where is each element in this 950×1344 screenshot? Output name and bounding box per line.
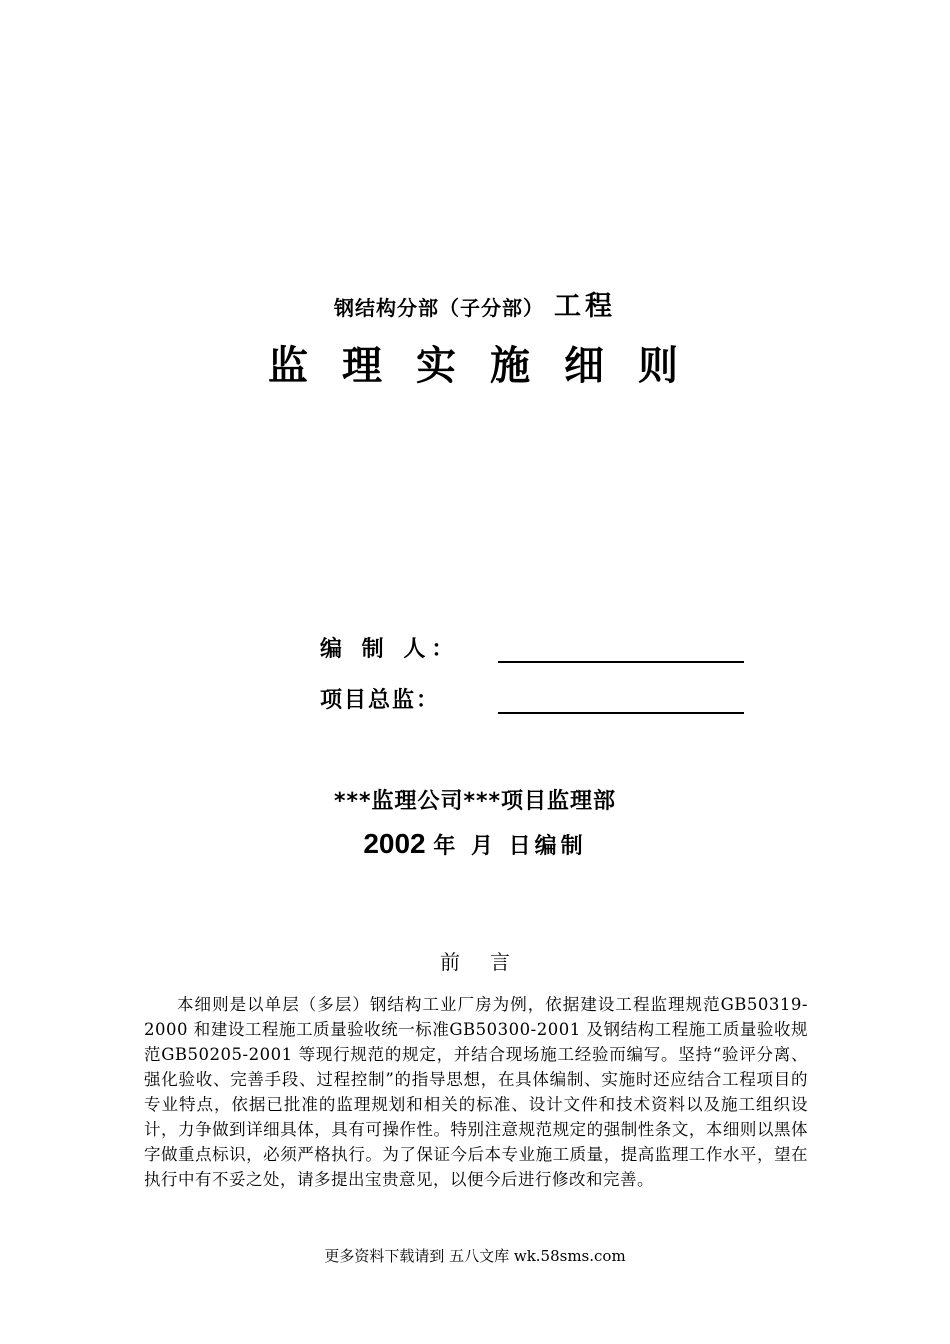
- document-subtitle: [0, 284, 950, 323]
- compiler-signature-line[interactable]: [498, 635, 744, 663]
- subtitle-text: 钢结构分部（子分部）: [334, 296, 544, 320]
- preface-body: 本细则是以单层（多层）钢结构工业厂房为例，依据建设工程监理规范GB50319-2000 和建设工程施工质量验收统一标准GB50300-2001 及钢结构工程施工质量验收规范GB50205-2001 等现行规范的规定，并结合现场施工经验而编写。坚持“验评分离、强化验收、完善手段、过程控制”的指导思想，在具体编制、实施时还应结合工程项目的专业特点，依据已批准的监理规划和相关的标准、设计文件和技术资料以及施工组织设计，力争做到详细具体，具有可操作性。特别注意规范规定的强制性条文，本细则以黑体字做重点标识，必须严格执行。为了保证今后本专业施工质量，提高监理工作水平，望在执行中有不妥之处，请多提出宝贵意见，以便今后进行修改和完善。: [144, 995, 808, 1189]
- compiler-row: [320, 632, 744, 663]
- footer-link[interactable]: 更多资料下载请到 五八文库 wk.58sms.com: [324, 1247, 626, 1265]
- subtitle-engineering: 工程: [554, 291, 616, 322]
- date-year: 2002: [363, 828, 426, 859]
- chief-supervisor-label: 项目总监：: [320, 688, 441, 713]
- date-rest: 年 月 日编制: [433, 834, 587, 859]
- chief-supervisor-signature-line[interactable]: [498, 686, 744, 714]
- preface-title: 前言: [440, 950, 540, 974]
- compile-date: [0, 828, 950, 860]
- document-title: 监理实施细则: [268, 343, 712, 389]
- chief-supervisor-row: [320, 683, 744, 714]
- company-name: ***监理公司***项目监理部: [333, 789, 617, 814]
- compiler-label: 编 制 人：: [320, 637, 460, 662]
